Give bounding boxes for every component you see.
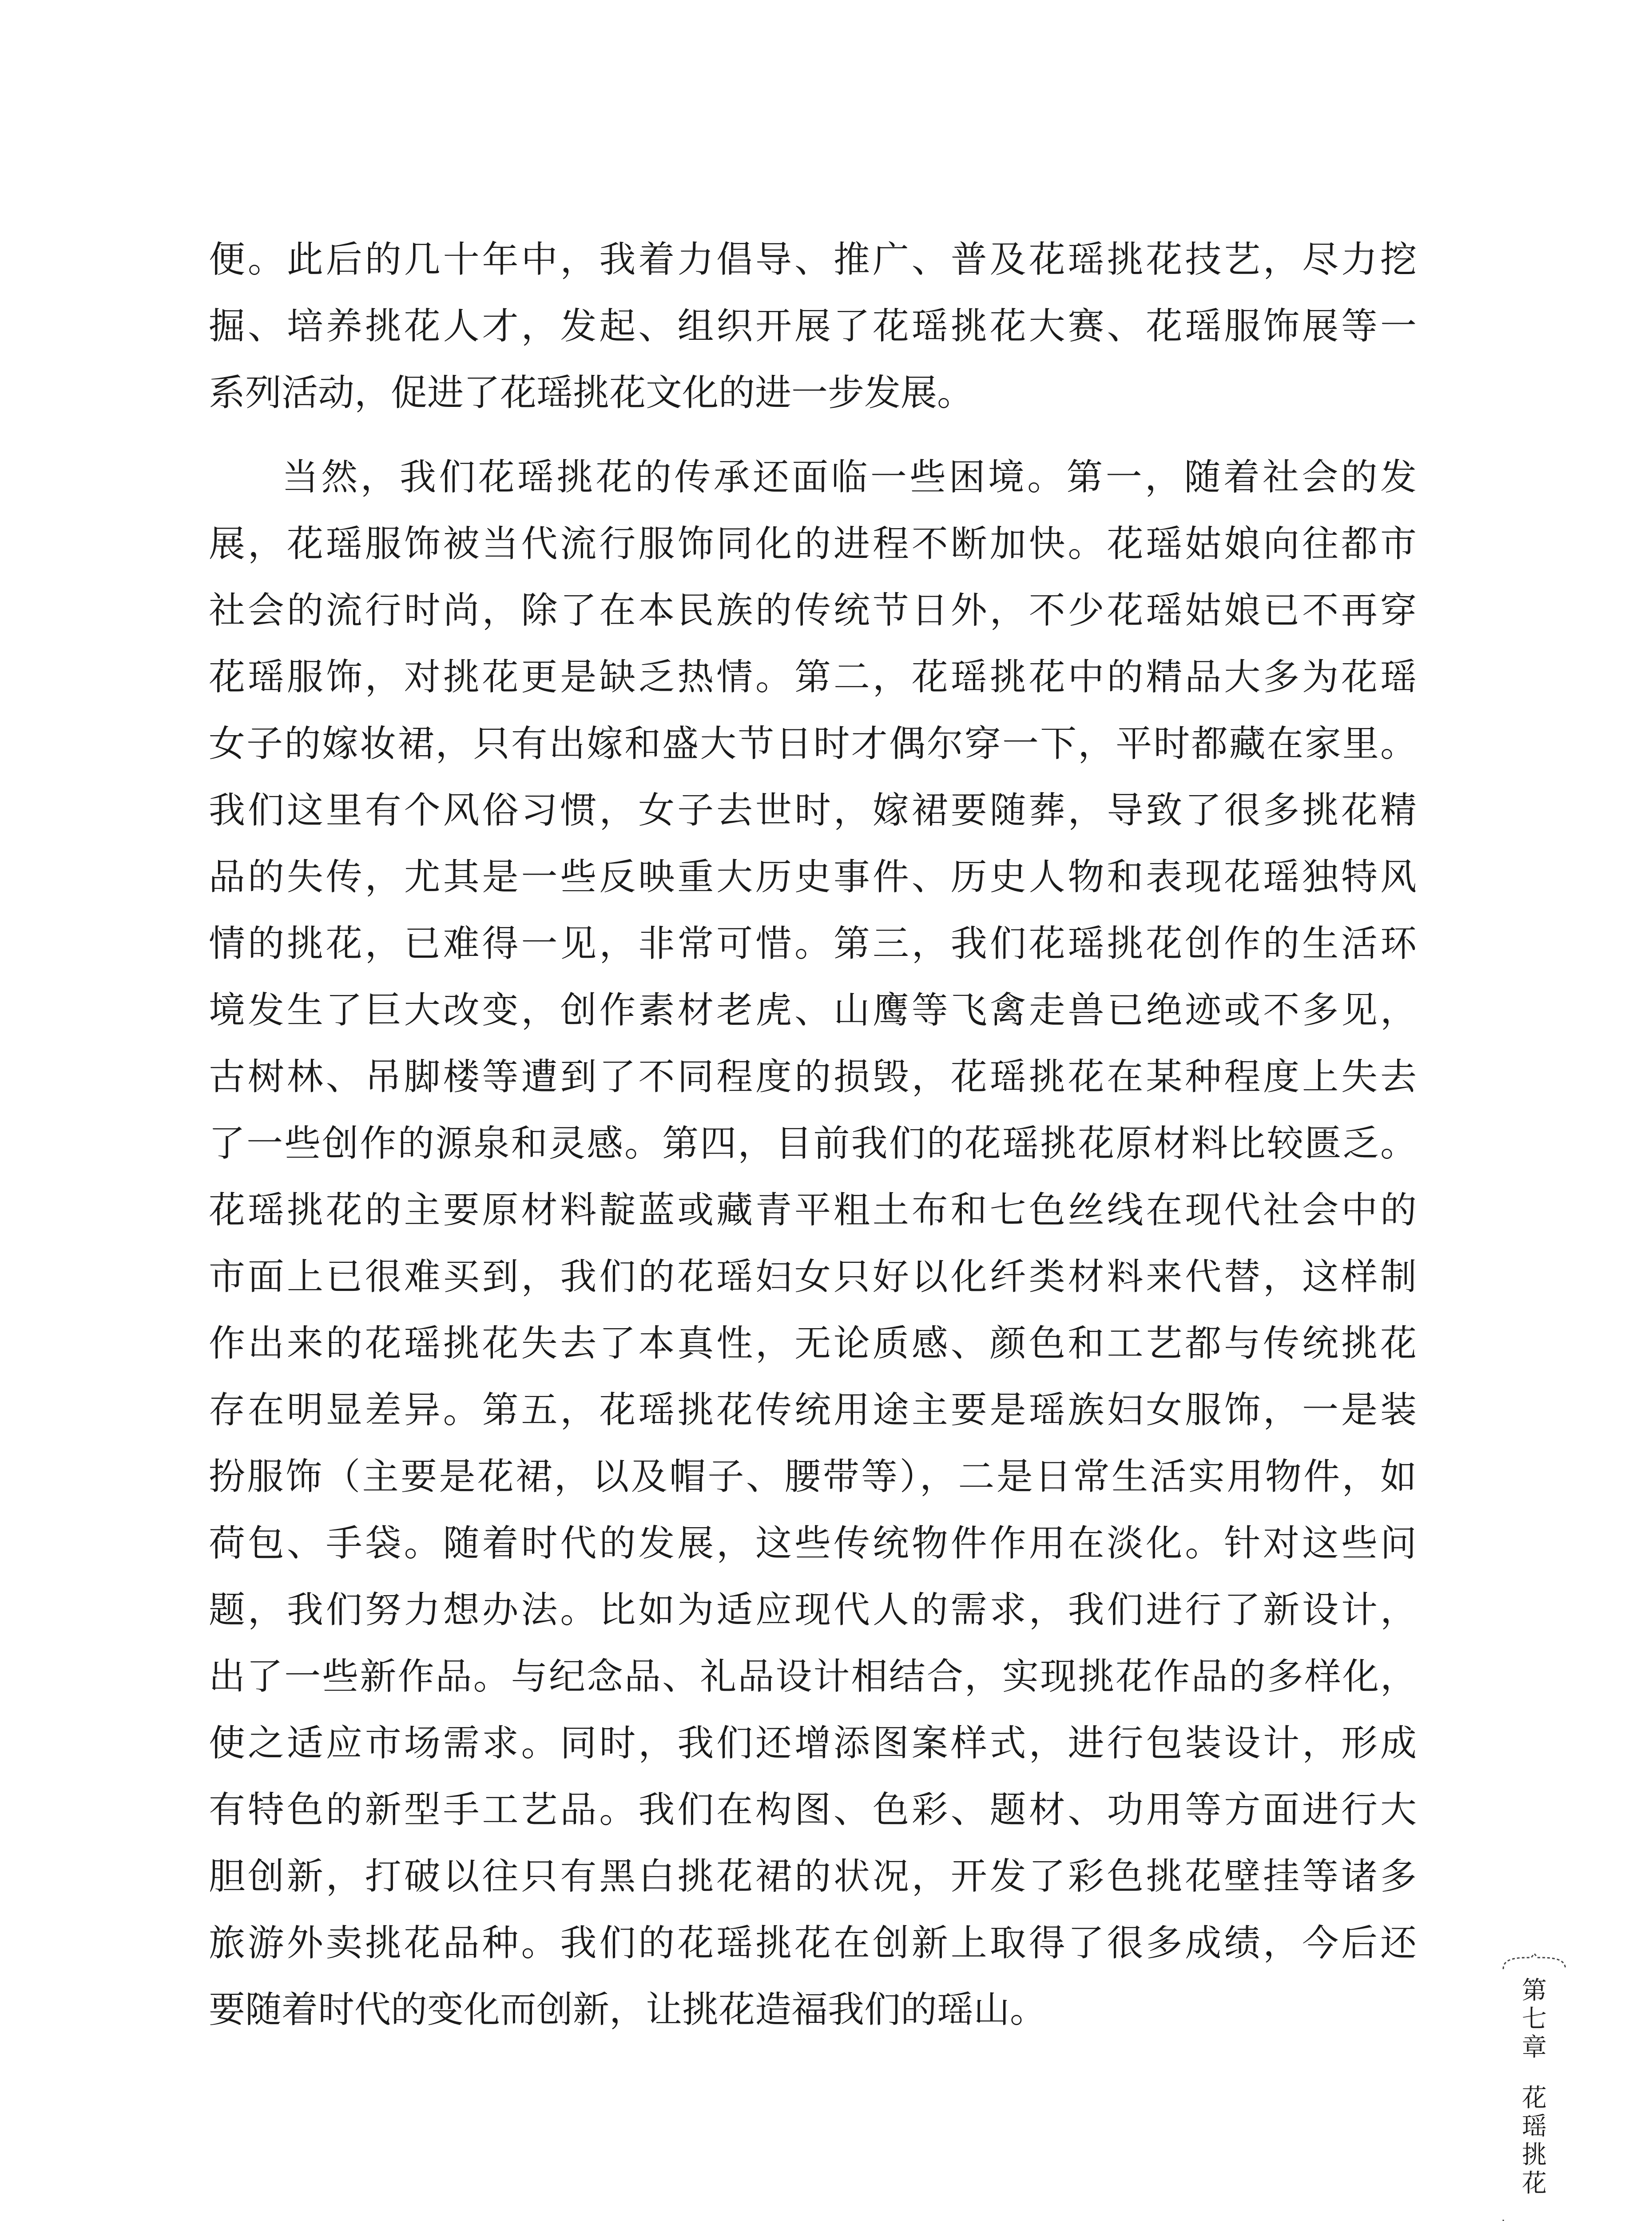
chapter-tab (1497, 1952, 1572, 2221)
text-line: 荷包、手袋。随着时代的发展，这些传统物件作用在淡化。针对这些问 (209, 1522, 1417, 1564)
text-line: 出了一些新作品。与纪念品、礼品设计相结合，实现挑花作品的多样化， (209, 1656, 1417, 1698)
text-line: 系列活动，促进了花瑶挑花文化的进一步发展。 (209, 372, 974, 414)
text-line: 市面上已很难买到，我们的花瑶妇女只好以化纤类材料来代替，这样制 (209, 1256, 1417, 1298)
chapter-char: 章 (1522, 2033, 1547, 2062)
text-line: 我们这里有个风俗习惯，女子去世时，嫁裙要随葬，导致了很多挑花精 (209, 789, 1417, 832)
text-line: 古树林、吊脚楼等遭到了不同程度的损毁，花瑶挑花在某种程度上失去 (209, 1056, 1417, 1098)
text-line: 女子的嫁妆裙，只有出嫁和盛大节日时才偶尔穿一下，平时都藏在家里。 (209, 723, 1417, 765)
body-text (209, 227, 1417, 2043)
text-line: 展，花瑶服饰被当代流行服饰同化的进程不断加快。花瑶姑娘向往都市 (209, 523, 1417, 565)
chapter-title-char: 花 (1522, 2084, 1547, 2113)
text-line: 作出来的花瑶挑花失去了本真性，无论质感、颜色和工艺都与传统挑花 (209, 1322, 1417, 1365)
text-line: 境发生了巨大改变，创作素材老虎、山鹰等飞禽走兽已绝迹或不多见， (209, 989, 1417, 1031)
paragraph-1 (209, 227, 1417, 426)
tab-bracket-bottom-icon (1501, 2219, 1568, 2221)
text-line: 便。此后的几十年中，我着力倡导、推广、普及花瑶挑花技艺，尽力挖 (209, 239, 1417, 281)
text-line: 有特色的新型手工艺品。我们在构图、色彩、题材、功用等方面进行大 (209, 1789, 1417, 1831)
text-line: 情的挑花，已难得一见，非常可惜。第三，我们花瑶挑花创作的生活环 (209, 923, 1417, 965)
text-line: 品的失传，尤其是一些反映重大历史事件、历史人物和表现花瑶独特风 (209, 856, 1417, 898)
text-line: 要随着时代的变化而创新，让挑花造福我们的瑶山。 (209, 1989, 1047, 2031)
chapter-title-char: 瑶 (1522, 2112, 1547, 2141)
text-line: 扮服饰（主要是花裙，以及帽子、腰带等），二是日常生活实用物件，如 (209, 1456, 1417, 1498)
text-line: 存在明显差异。第五，花瑶挑花传统用途主要是瑶族妇女服饰，一是装 (209, 1389, 1417, 1431)
chapter-tab-text (1497, 1977, 1572, 2198)
text-line: 了一些创作的源泉和灵感。第四，目前我们的花瑶挑花原材料比较匮乏。 (209, 1122, 1417, 1165)
text-line: 花瑶挑花的主要原材料靛蓝或藏青平粗土布和七色丝线在现代社会中的 (209, 1189, 1417, 1231)
text-line: 题，我们努力想办法。比如为适应现代人的需求，我们进行了新设计， (209, 1589, 1417, 1631)
text-line: 当然，我们花瑶挑花的传承还面临一些困境。第一，随着社会的发 (282, 456, 1417, 498)
text-line: 社会的流行时尚，除了在本民族的传统节日外，不少花瑶姑娘已不再穿 (209, 589, 1417, 632)
paragraph-2 (209, 444, 1417, 2043)
text-line: 胆创新，打破以往只有黑白挑花裙的状况，开发了彩色挑花壁挂等诸多 (209, 1855, 1417, 1898)
text-line: 旅游外卖挑花品种。我们的花瑶挑花在创新上取得了很多成绩，今后还 (209, 1922, 1417, 1964)
text-line: 使之适应市场需求。同时，我们还增添图案样式，进行包装设计，形成 (209, 1722, 1417, 1764)
tab-bracket-top-icon (1501, 1952, 1568, 1970)
text-line: 花瑶服饰，对挑花更是缺乏热情。第二，花瑶挑花中的精品大多为花瑶 (209, 656, 1417, 698)
chapter-title-char: 挑 (1522, 2141, 1547, 2169)
chapter-char: 第 (1522, 1976, 1547, 2005)
text-line: 掘、培养挑花人才，发起、组织开展了花瑶挑花大赛、花瑶服饰展等一 (209, 305, 1417, 347)
chapter-char: 七 (1522, 2005, 1547, 2034)
chapter-title-char: 花 (1522, 2169, 1547, 2198)
